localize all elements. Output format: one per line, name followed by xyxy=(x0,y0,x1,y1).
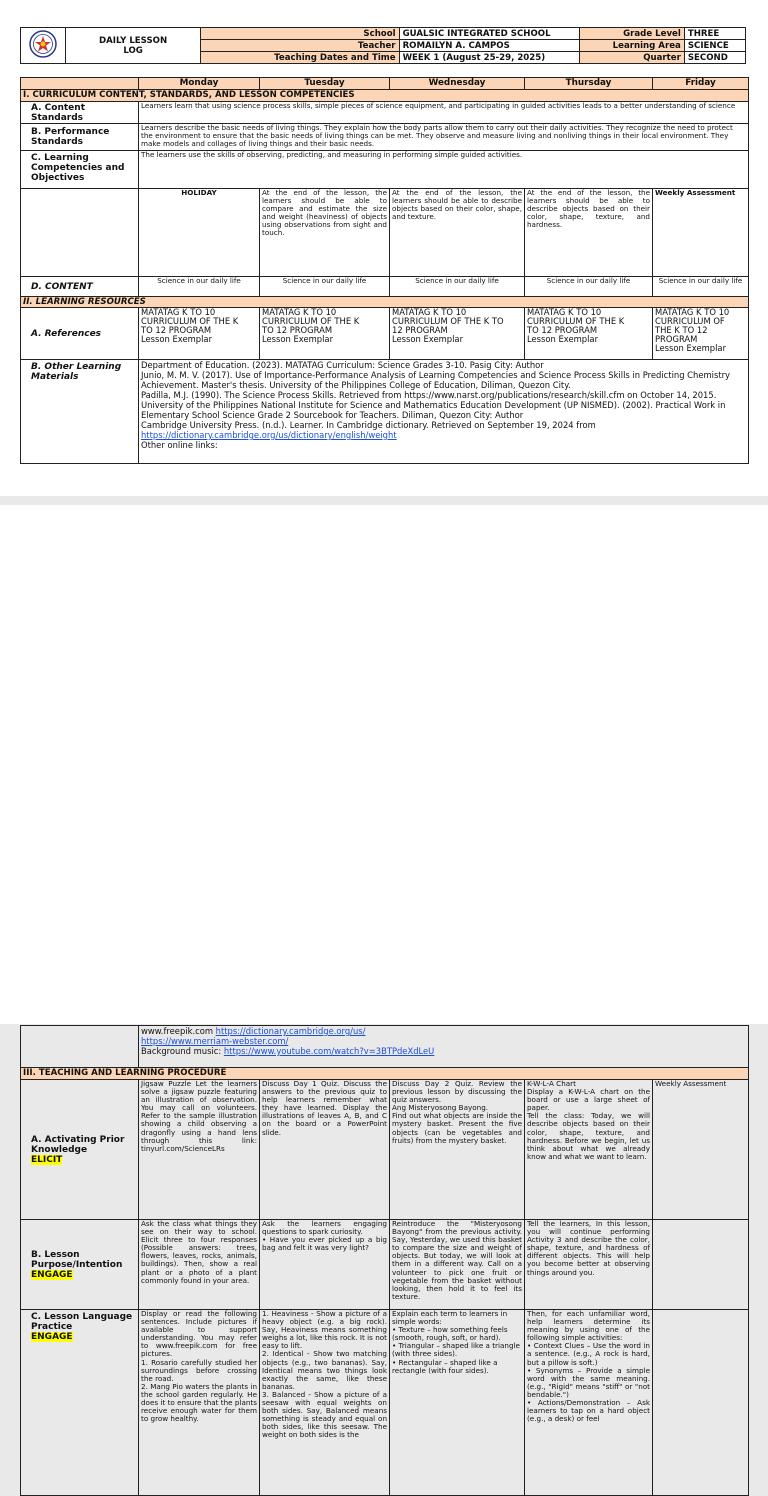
logo-cell xyxy=(21,28,66,64)
language-thursday: Then, for each unfamiliar word, help learners determine its meaning by using one of the following simple activities: • Context Clues – Use the word in a sentence. (e.g., A rock is hard, but a pillow is soft.) • Synonyms – Provide a simple word with the same meaning. (e.g., "Rigid" means "stiff" or "not bendable.") • Actions/Demonstration – Ask learners to tap on a hard object (e.g., a desk) or feel xyxy=(525,1310,653,1496)
content-tuesday: Science in our daily life xyxy=(260,277,390,297)
header-table xyxy=(20,27,746,64)
language-friday xyxy=(653,1310,749,1496)
reference-monday: MATATAG K TO 10 CURRICULUM OF THE K TO 12 PROGRAM Lesson Exemplar xyxy=(139,308,260,360)
merriam-webster-link[interactable]: https://www.merriam-webster.com/ xyxy=(141,1036,289,1046)
day-thursday: Thursday xyxy=(525,78,653,90)
purpose-wednesday: Reintroduce the "Misteryosong Bayong" from the previous activity. Say, Yesterday, we used this basket to compare the size and weight of objects. But today, we will look at them in a different way. Call on a volunteer to pick one fruit or vegetable from the basket without looking, then hold it to feel its texture. xyxy=(390,1220,525,1310)
language-wednesday: Explain each term to learners in simple words: • Texture – how something feels (smooth, rough, soft, or hard). • Triangular – shaped like a triangle (with three sides). • Rectangular – shaped like a rectangle (with four sides). xyxy=(390,1310,525,1496)
bib-entry-2: Junio, M. M. V. (2017). Use of Importance-Performance Analysis of Learning Competencies and Science Process Skills in Predicting Chemistry Achievement. Master's thesis. University of the Philippines College of Education, Diliman, Quezon City. xyxy=(141,370,731,390)
engage-tag-language: ENGAGE xyxy=(31,1332,73,1342)
activating-monday: Jigsaw Puzzle Let the learners solve a jigsaw puzzle featuring an illustration of observation. You may call on volunteers. Refer to the sample illustration showing a child observing a dragonfly using a hand lens through this link: tinyurl.com/ScienceLRs xyxy=(139,1080,260,1220)
content-thursday: Science in our daily life xyxy=(525,277,653,297)
purpose-label-cell xyxy=(21,1220,139,1310)
elicit-tag: ELICIT xyxy=(31,1154,63,1165)
bib-entry-4: University of the Philippines National Institute for Science and Mathematics Education Development (UP NISMED). (2002). Practical Work in Elementary School Science Grade 2 Sourcebook for Teachers. Diliman, Quezon City: Author xyxy=(141,400,726,420)
day-tuesday: Tuesday xyxy=(260,78,390,90)
language-label: C. Lesson Language Practice xyxy=(31,1312,133,1332)
day-wednesday: Wednesday xyxy=(390,78,525,90)
activating-wednesday: Discuss Day 2 Quiz. Review the previous lesson by discussing the quiz answers. Ang Misteryosong Bayong. Find out what objects are inside the mystery basket. Present the five objects (can be vegetables and fruits) from the mystery basket. xyxy=(390,1080,525,1220)
background-music-label: Background music: xyxy=(141,1046,224,1056)
youtube-music-link[interactable]: https://www.youtube.com/watch?v=3BTPdeXdLeU xyxy=(223,1046,435,1056)
section-1-title: I. CURRICULUM CONTENT, STANDARDS, AND LESSON COMPETENCIES xyxy=(21,90,749,102)
references-label: A. References xyxy=(21,308,139,360)
school-value: GUALSIC INTEGRATED SCHOOL xyxy=(399,28,579,40)
content-friday: Science in our daily life xyxy=(653,277,749,297)
language-tuesday: 1. Heaviness - Show a picture of a heavy object (e.g. a big rock). Say, Heaviness means something weighs a lot, like this rock. It is not easy to lift. 2. Identical - Show two matching objects (e.g., two bananas). Say, Identical means two things look exactly the same, like these bananas. 3. Balanced - Show a picture of a seesaw with equal weights on both sides. Say, Balanced means something is steady and equal on both sides, like this seesaw. The weight on both sides is the xyxy=(260,1310,390,1496)
reference-wednesday: MATATAG K TO 10 CURRICULUM OF THE K TO 12 PROGRAM Lesson Exemplar xyxy=(390,308,525,360)
dll-title-line2: LOG xyxy=(123,45,143,56)
objective-wednesday: At the end of the lesson, the learners should be able to describe objects based on their color, shape, and texture. xyxy=(390,189,525,277)
objective-thursday: At the end of the lesson, the learners should be able to describe objects based on their color, shape, texture, and hardness. xyxy=(525,189,653,277)
objective-monday: HOLIDAY xyxy=(139,189,260,277)
teacher-value: ROMAILYN A. CAMPOS xyxy=(399,40,579,52)
teacher-label: Teacher xyxy=(201,40,399,52)
quarter-label: Quarter xyxy=(579,52,684,64)
purpose-tuesday: Ask the learners engaging questions to spark curiosity. • Have you ever picked up a big bag and felt it was very light? xyxy=(260,1220,390,1310)
purpose-label: B. Lesson Purpose/Intention xyxy=(31,1249,123,1270)
links-continued-cell xyxy=(139,1026,749,1068)
activating-tuesday: Discuss Day 1 Quiz. Discuss the answers to the previous quiz to help learners remember what they have learned. Display the illustrations of leaves A, B, and C on the board or a PowerPoint slide. xyxy=(260,1080,390,1220)
day-friday: Friday xyxy=(653,78,749,90)
dates-label: Teaching Dates and Time xyxy=(201,52,399,64)
reference-tuesday: MATATAG K TO 10 CURRICULUM OF THE K TO 12 PROGRAM Lesson Exemplar xyxy=(260,308,390,360)
bib-entry-5: Cambridge University Press. (n.d.). Learner. In Cambridge dictionary. Retrieved on September 19, 2024 from xyxy=(141,420,596,430)
content-standards-label: A. Content Standards xyxy=(21,102,139,124)
content-standards-text: Learners learn that using science process skills, simple pieces of science equipment, and participating in guided activities leads to a better understanding of science xyxy=(139,102,749,124)
area-label: Learning Area xyxy=(579,40,684,52)
reference-thursday: MATATAG K TO 10 CURRICULUM OF THE K TO 12 PROGRAM Lesson Exemplar xyxy=(525,308,653,360)
performance-standards-label: B. Performance Standards xyxy=(21,124,139,151)
school-label: School xyxy=(201,28,399,40)
section-2-title: II. LEARNING RESOURCES xyxy=(21,297,749,308)
page-2 xyxy=(0,505,768,1440)
activating-label: A. Activating Prior Knowledge xyxy=(31,1134,125,1155)
language-monday: Display or read the following sentences. Include pictures if available to support understanding. You may refer to www.freepik.com for free pictures. 1. Rosario carefully studied her surroundings before crossing the road. 2. Mang Pio waters the plants in the school garden regularly. He does it to ensure that the plants receive enough water for them to grow healthy. xyxy=(139,1310,260,1496)
section-3-title: III. TEACHING AND LEARNING PROCEDURE xyxy=(21,1068,749,1080)
performance-standards-text: Learners describe the basic needs of living things. They explain how the body parts allow them to carry out their daily activities. They recognize the need to protect the environment to ensure that the basic needs of living things can be met. They observe and measure living and nonliving things in their local environment. They make models and collages of living things and their basic needs. xyxy=(139,124,749,151)
purpose-thursday: Tell the learners, In this lesson, you will continue performing Activity 3 and describe the color, shape, texture, and hardness of different objects. This will help you become better at observing things around you. xyxy=(525,1220,653,1310)
other-materials-cell xyxy=(139,360,749,464)
lesson-table xyxy=(20,77,749,464)
other-online-links: Other online links: xyxy=(141,440,218,450)
activating-friday: Weekly Assessment xyxy=(653,1080,749,1220)
dll-title xyxy=(66,28,201,64)
content-label: D. CONTENT xyxy=(21,277,139,297)
days-corner xyxy=(21,78,139,90)
links-label-cell xyxy=(21,1026,139,1068)
bib-entry-3: Padilla, M.J. (1990). The Science Process Skills. Retrieved from https://www.narst.org/publications/research/skill.cfm on October 14, 2015. xyxy=(141,390,717,400)
day-monday: Monday xyxy=(139,78,260,90)
competencies-text: The learners use the skills of observing, predicting, and measuring in performing simple guided activities. xyxy=(139,151,749,189)
dates-value: WEEK 1 (August 25-29, 2025) xyxy=(399,52,579,64)
freepik-text: www.freepik.com xyxy=(141,1026,216,1036)
other-materials-label: B. Other Learning Materials xyxy=(21,360,139,464)
grade-label: Grade Level xyxy=(579,28,684,40)
content-monday: Science in our daily life xyxy=(139,277,260,297)
purpose-monday: Ask the class what things they see on their way to school. Elicit three to four responses (Possible answers: trees, flowers, leaves, rocks, animals, buildings). Then, show a real plant or a photo of a plant commonly found in your area. xyxy=(139,1220,260,1310)
grade-value: THREE xyxy=(684,28,745,40)
engage-tag-purpose: ENGAGE xyxy=(31,1269,73,1280)
cambridge-weight-link[interactable]: https://dictionary.cambridge.org/us/dictionary/english/weight xyxy=(141,430,397,440)
area-value: SCIENCE xyxy=(684,40,745,52)
language-label-cell xyxy=(21,1310,139,1496)
quarter-value: SECOND xyxy=(684,52,745,64)
competencies-label: C. Learning Competencies and Objectives xyxy=(21,151,139,189)
dll-title-line1: DAILY LESSON xyxy=(99,35,168,46)
bib-entry-1: Department of Education. (2023). MATATAG Curriculum: Science Grades 3-10. Pasig City: Author xyxy=(141,360,544,370)
cambridge-dictionary-link[interactable]: https://dictionary.cambridge.org/us/ xyxy=(215,1026,366,1036)
purpose-friday xyxy=(653,1220,749,1310)
activating-thursday: K-W-L-A Chart Display a K-W-L-A chart on the board or use a large sheet of paper. Tell the class: Today, we will describe objects based on their color, shape, texture, and hardness. Before we begin, let us think about what we already know and what we want to learn. xyxy=(525,1080,653,1220)
objective-friday: Weekly Assessment xyxy=(653,189,749,277)
page-1 xyxy=(0,0,768,496)
deped-seal-icon xyxy=(29,30,57,58)
objective-tuesday: At the end of the lesson, the learners should be able to compare and estimate the size and weight (heaviness) of objects using observations from sight and touch. xyxy=(260,189,390,277)
reference-friday: MATATAG K TO 10 CURRICULUM OF THE K TO 12 PROGRAM Lesson Exemplar xyxy=(653,308,749,360)
lesson-table-continued xyxy=(20,1025,749,1496)
content-wednesday: Science in our daily life xyxy=(390,277,525,297)
objectives-label-cell xyxy=(21,189,139,277)
activating-label-cell xyxy=(21,1080,139,1220)
